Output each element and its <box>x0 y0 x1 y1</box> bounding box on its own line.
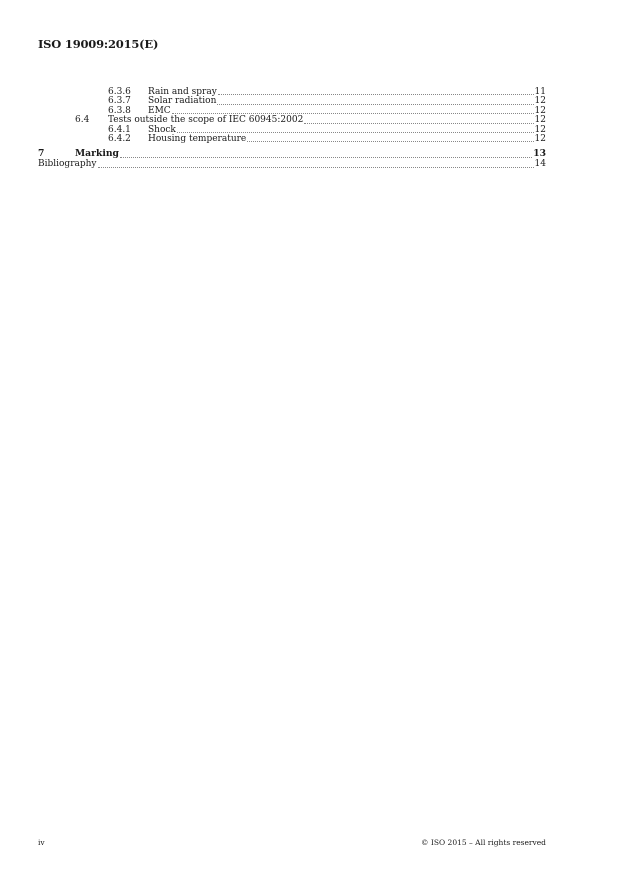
toc-entry-number: 6.3.8 <box>108 105 131 116</box>
table-of-contents <box>38 88 546 170</box>
toc-entry-page: 12 <box>534 124 546 135</box>
page-number: iv <box>38 838 45 847</box>
toc-entry-number: 6.4 <box>75 115 90 126</box>
toc-entry-number: 7 <box>38 148 45 160</box>
toc-entry[interactable] <box>38 135 546 144</box>
toc-entry-title[interactable]: Housing temperature <box>148 133 247 144</box>
toc-entry-page: 11 <box>534 87 546 97</box>
toc-entry-page: 12 <box>534 96 546 107</box>
toc-entry[interactable] <box>38 160 546 169</box>
toc-entry-page: 14 <box>534 159 546 170</box>
dot-leader <box>217 104 533 105</box>
copyright-notice: © ISO 2015 – All rights reserved <box>421 838 546 847</box>
dot-leader <box>177 132 534 133</box>
toc-entry-number: 6.3.7 <box>108 96 131 107</box>
toc-entry-title[interactable]: Solar radiation <box>148 96 217 107</box>
toc-entry-title[interactable]: Bibliography <box>38 159 97 170</box>
dot-leader <box>247 141 533 142</box>
dot-leader <box>218 94 534 95</box>
document-header: ISO 19009:2015(E) <box>38 37 159 51</box>
toc-entry-title[interactable]: Tests outside the scope of IEC 60945:2002 <box>108 115 304 126</box>
toc-entry-page: 12 <box>534 105 546 116</box>
toc-entry-title[interactable]: Marking <box>75 148 119 160</box>
toc-entry-number: 6.4.2 <box>108 133 131 144</box>
toc-entry-title[interactable]: Shock <box>148 124 176 135</box>
toc-entry-number: 6.3.6 <box>108 87 131 97</box>
toc-entry-title[interactable]: EMC <box>148 105 171 116</box>
toc-entry-page: 13 <box>533 148 546 160</box>
toc-entry[interactable] <box>38 147 546 160</box>
dot-leader <box>304 123 533 124</box>
toc-entry-page: 12 <box>534 115 546 126</box>
dot-leader <box>172 113 534 114</box>
dot-leader <box>98 167 534 168</box>
toc-entry-page: 12 <box>534 133 546 144</box>
toc-entry-number: 6.4.1 <box>108 124 131 135</box>
toc-entry-title[interactable]: Rain and spray <box>148 87 217 97</box>
dot-leader <box>120 157 532 158</box>
